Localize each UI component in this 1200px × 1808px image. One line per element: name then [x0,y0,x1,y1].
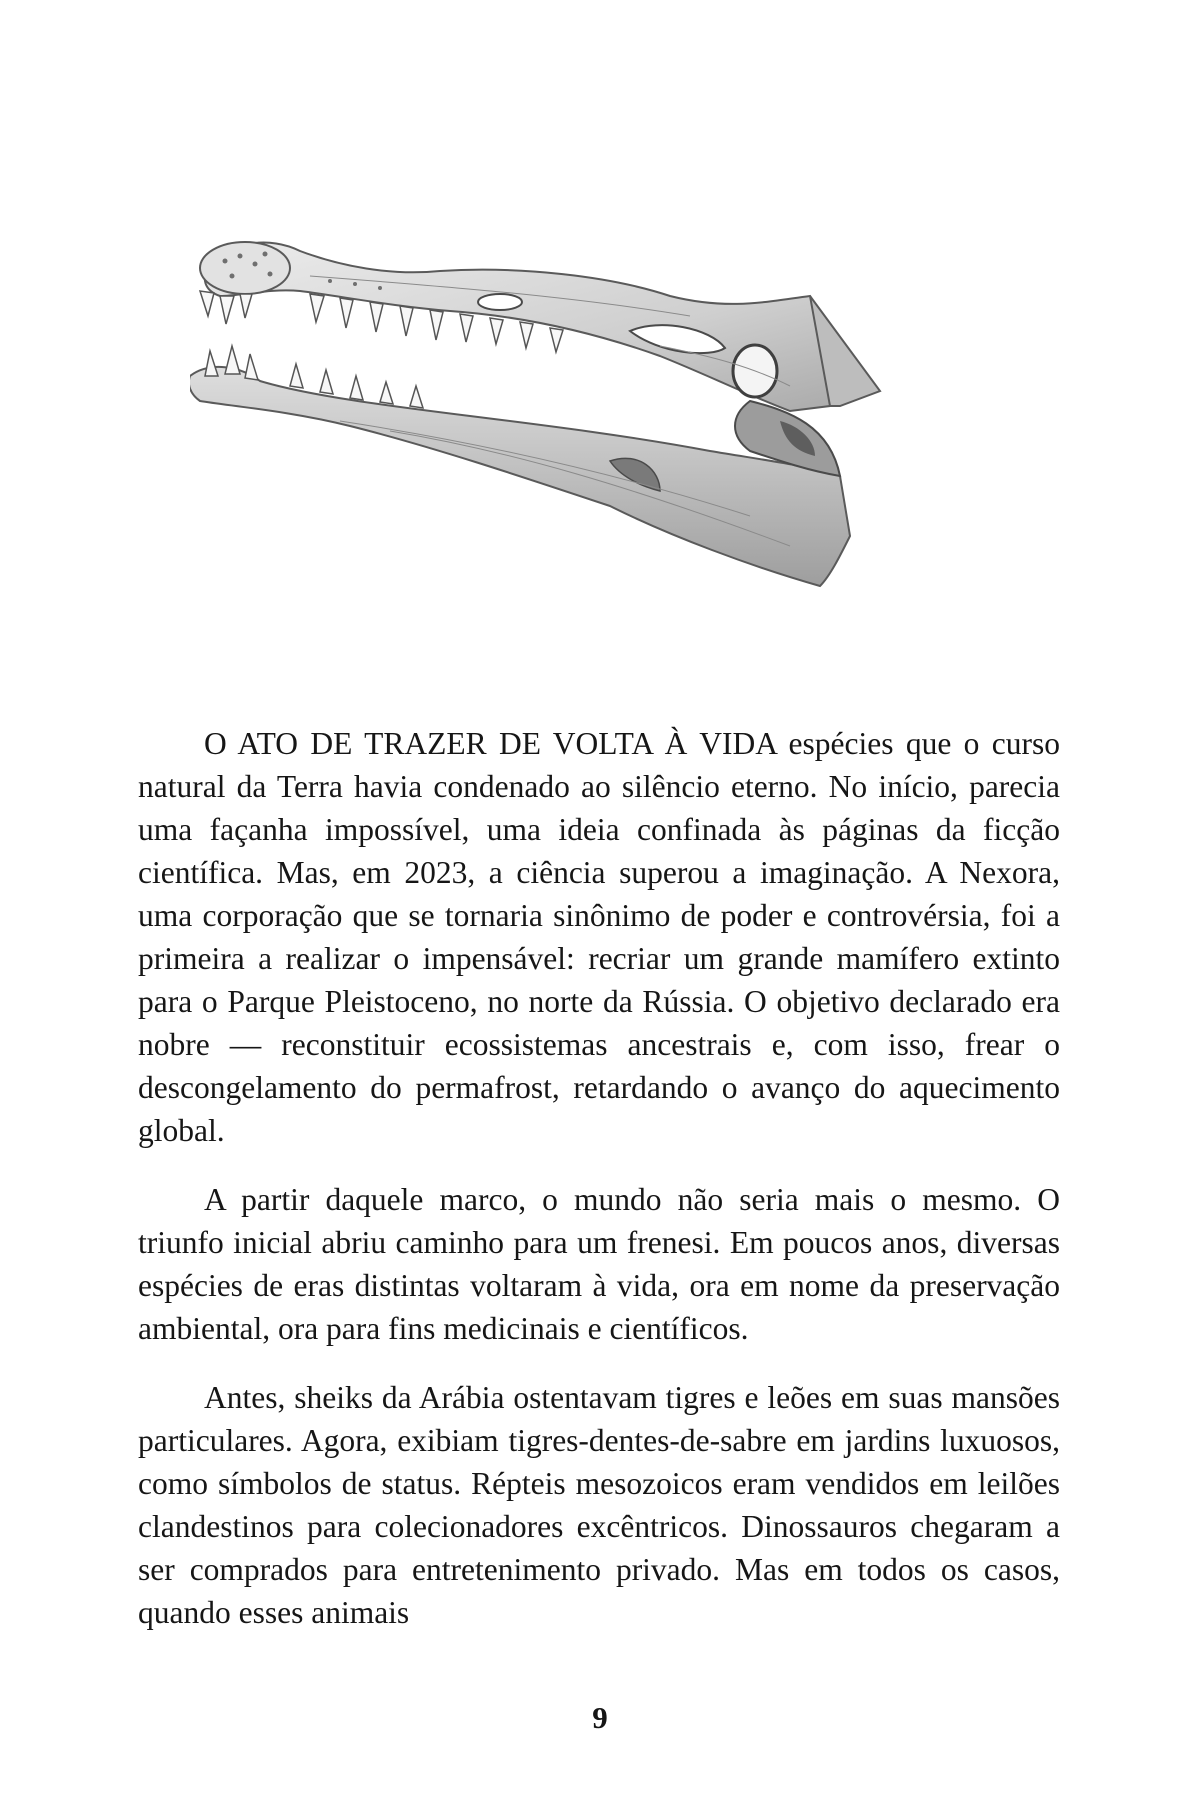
lower-jaw [190,367,850,586]
paragraph-lead: O ATO DE TRAZER DE VOLTA À VIDA [204,726,777,761]
page-number: 9 [592,1700,608,1735]
paragraph-text: espécies que o curso natural da Terra havia condenado ao silêncio eterno. No início, parecia uma façanha impossível, uma ideia confinada às páginas da ficção científica. Mas, em 2023, a ciência superou a imaginação. A Nexora, uma corporação que se tornaria sinônimo de poder e controvérsia, foi a primeira a realizar o impensável: recriar um grande mamífero extinto para o Parque Pleistoceno, no norte da Rússia. O objetivo declarado era nobre — reconstituir ecossistemas ancestrais e, com isso, frear o descongelamento do permafrost, retardando o avanço do aquecimento global. [138,726,1060,1148]
paragraph-3: Antes, sheiks da Arábia ostentavam tigres e leões em suas mansões particulares. Agora, exibiam tigres-dentes-de-sabre em jardins luxuosos, como símbolos de status. Répteis mesozoicos eram vendidos em leilões clandestinos para colecionadores excêntricos. Dinossauros chegaram a ser comprados para entretenimento privado. Mas em todos os casos, quando esses animais [138,1380,1060,1630]
body-text [138,722,1060,1660]
paragraph-2: A partir daquele marco, o mundo não seria mais o mesmo. O triunfo inicial abriu caminho para um frenesi. Em poucos anos, diversas espécies de eras distintas voltaram à vida, ora em nome da preservação ambiental, ora para fins medicinais e científicos. [138,1182,1060,1346]
skull-illustration [190,236,1010,676]
paragraph-1 [138,722,1060,1152]
